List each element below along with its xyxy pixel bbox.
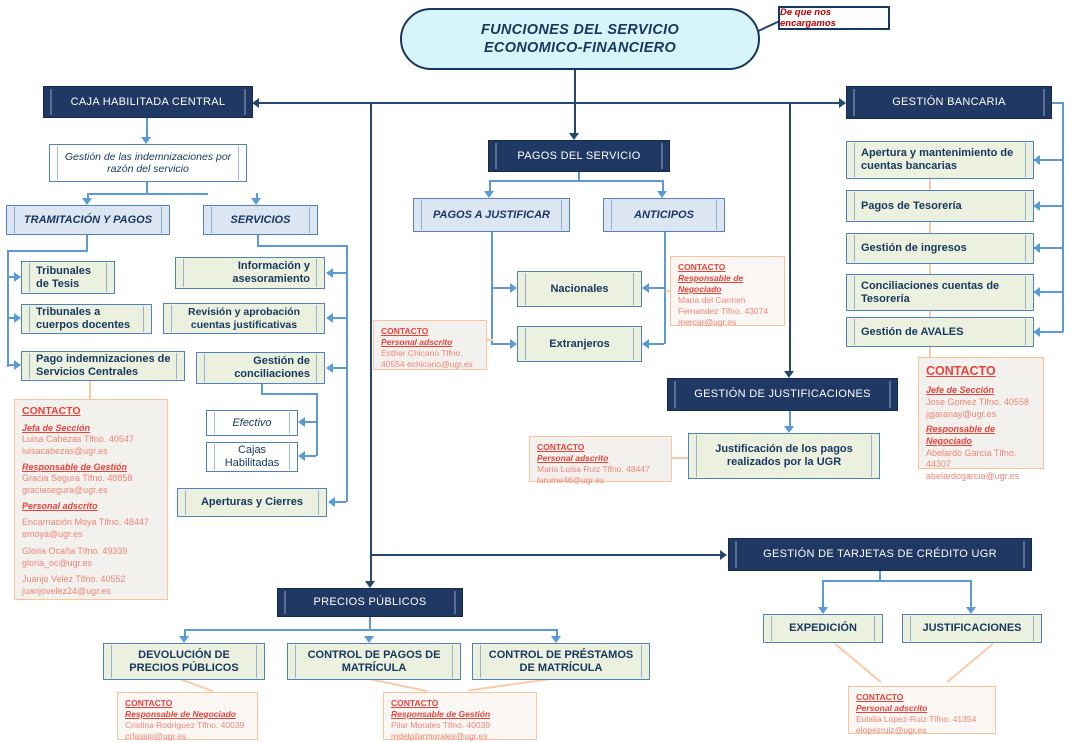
connector-line	[370, 556, 372, 582]
node-gestion-indemnizaciones: Gestión de las indemnizaciones por razón del servicio	[49, 144, 247, 182]
contact-card-cristina	[117, 692, 258, 740]
contact-heading: CONTACTO	[125, 698, 173, 708]
node-extranjeros: Extranjeros	[517, 326, 642, 362]
contact-line: Maria Luisa Ruiz Tlfno. 48447	[537, 464, 650, 475]
leader-line	[487, 339, 493, 341]
contact-line: gloria_oc@ugr.es	[22, 557, 93, 568]
arrowhead	[82, 198, 92, 205]
contact-line: crfassio@ugr.es	[125, 731, 187, 742]
node-gestion-conciliaciones: Gestión de conciliaciones	[196, 352, 325, 384]
connector-line	[86, 235, 88, 251]
connector-line	[649, 287, 664, 289]
contact-line: luisacabezas@ugr.es	[22, 446, 108, 457]
arrowhead	[365, 581, 375, 588]
contact-line: Eulalia Lopez-Ruiz Tlfno. 41354	[856, 714, 977, 725]
connector-line	[305, 455, 316, 457]
arrowhead	[839, 98, 846, 108]
contact-card-esther	[373, 320, 487, 370]
arrowhead	[642, 339, 649, 349]
connector-line	[184, 629, 558, 631]
contact-role: Jefa de Sección	[22, 422, 91, 433]
leader-line	[89, 381, 91, 399]
connector-line	[491, 287, 510, 289]
arrowhead	[14, 272, 21, 282]
contact-line: Luisa Cabezas Tlfno. 40547	[22, 434, 134, 445]
contact-card-bancaria	[918, 357, 1044, 482]
contact-role: Personal adscrito	[22, 500, 98, 511]
node-aperturas-y-cierres: Aperturas y Cierres	[177, 488, 327, 517]
contact-heading: CONTACTO	[537, 442, 585, 452]
node-gestion-tarjetas-credito: GESTIÓN DE TARJETAS DE CRÉDITO UGR	[728, 538, 1032, 571]
connector-line	[1040, 331, 1063, 333]
connector-line	[1040, 159, 1063, 161]
leader-line	[929, 179, 931, 190]
arrowhead	[326, 313, 333, 323]
connector-line	[1062, 102, 1064, 332]
contact-line: Cristina Rodriguez Tlfno. 40039	[125, 720, 245, 731]
connector-line	[664, 232, 666, 344]
node-nacionales: Nacionales	[517, 271, 642, 307]
arrowhead	[179, 636, 189, 643]
contact-role: Personal adscrito	[537, 453, 609, 464]
contact-heading: CONTACTO	[856, 692, 904, 702]
contact-role: Responsable de Negociado	[678, 273, 744, 295]
connector-line	[649, 343, 664, 345]
arrowhead	[14, 360, 21, 370]
connector-line	[305, 421, 316, 423]
connector-line	[1040, 205, 1063, 207]
connector-line	[87, 193, 208, 195]
node-tribunales-de-tesis: Tribunales de Tesis	[21, 261, 115, 294]
connector-line	[489, 180, 664, 182]
callout-note: De que nos encargamos	[778, 6, 890, 30]
arrowhead	[1033, 155, 1040, 165]
connector-line	[789, 411, 791, 427]
arrowhead	[141, 137, 151, 144]
arrowhead	[784, 426, 794, 433]
leader-line	[946, 643, 993, 683]
connector-line	[970, 580, 972, 608]
contact-role: Jefe de Sección	[926, 385, 995, 396]
node-gestion-justificaciones: GESTIÓN DE JUSTIFICACIONES	[667, 378, 898, 411]
contact-line: Abelardo García Tlfno. 44307	[926, 447, 1017, 470]
arrowhead	[818, 607, 828, 614]
title-line1: FUNCIONES DEL SERVICIO	[480, 21, 680, 38]
leader-line	[929, 347, 931, 357]
connector-line	[334, 501, 346, 503]
contact-line: emoya@ugr.es	[22, 529, 83, 540]
node-justificaciones: JUSTIFICACIONES	[902, 614, 1042, 643]
contact-role: Responsable de Gestión	[22, 461, 128, 472]
contact-line: Gracia Segura Tlfno. 48858	[22, 473, 133, 484]
contact-line: mercar@ugr.es	[678, 317, 737, 328]
leader-line	[179, 678, 214, 692]
arrowhead	[657, 191, 667, 198]
node-conciliaciones-cuentas-tesoreria: Conciliaciones cuentas de Tesorería	[846, 274, 1034, 311]
connector-line	[574, 104, 576, 133]
node-tribunales-cuerpos-docentes: Tribunales a cuerpos docentes	[21, 304, 152, 334]
connector-line	[257, 245, 348, 247]
contact-role: Personal adscrito	[381, 337, 453, 348]
connector-line	[372, 554, 720, 556]
arrowhead	[326, 363, 333, 373]
arrowhead	[251, 198, 261, 205]
node-precios-publicos: PRECIOS PÚBLICOS	[277, 588, 463, 617]
connector-line	[370, 104, 372, 556]
node-control-prestamos-matricula: CONTROL DE PRÉSTAMOS DE MATRÍCULA	[472, 643, 650, 680]
node-pagos-a-justificar: PAGOS A JUSTIFICAR	[413, 198, 570, 232]
arrowhead	[328, 497, 335, 507]
node-pagos-tesoreria: Pagos de Tesorería	[846, 190, 1034, 222]
leader-line	[834, 643, 881, 683]
connector-line	[258, 102, 842, 104]
node-devolucion-precios-publicos: DEVOLUCIÓN DE PRECIOS PÚBLICOS	[103, 643, 265, 680]
node-anticipos: ANTICIPOS	[603, 198, 725, 232]
title-line2: ECONOMICO-FINANCIERO	[483, 40, 677, 56]
contact-line: Esther Chicano Tlfno.	[381, 348, 463, 359]
arrowhead	[551, 636, 561, 643]
connector-line	[146, 118, 148, 138]
arrowhead	[510, 339, 517, 349]
contact-role: Responsable de Negociado	[926, 424, 996, 446]
arrowhead	[1033, 243, 1040, 253]
arrowhead	[1033, 287, 1040, 297]
connector-line	[1040, 291, 1063, 293]
arrowhead	[966, 607, 976, 614]
connector-line	[822, 580, 972, 582]
arrowhead	[510, 283, 517, 293]
arrowhead	[326, 268, 333, 278]
contact-line: Jose Gomez Tlfno. 40558	[926, 396, 1029, 407]
leader-line	[468, 678, 547, 691]
connector-line	[789, 104, 791, 371]
contact-line: juanjovelez24@ugr.es	[22, 585, 111, 596]
contact-line: elopezruiz@ugr.es	[856, 725, 927, 736]
node-gestion-avales: Gestión de AVALES	[846, 317, 1034, 347]
connector-line	[489, 180, 491, 191]
node-cajas-habilitadas: Cajas Habilitadas	[206, 442, 298, 472]
connector-line	[333, 272, 346, 274]
connector-line	[333, 317, 346, 319]
contact-line: 40554 echicano@ugr.es	[381, 359, 473, 370]
node-pagos-del-servicio: PAGOS DEL SERVICIO	[488, 140, 670, 172]
connector-line	[7, 250, 9, 367]
node-pago-indemnizaciones-servicios-centrales: Pago indemnizaciones de Servicios Centrales	[21, 351, 185, 381]
contact-line: Juanjo Velez Tlfno. 40552	[22, 574, 126, 585]
leader-line	[672, 457, 688, 459]
connector-line	[491, 343, 510, 345]
arrowhead	[484, 191, 494, 198]
contact-line: Fernandez Tlfno. 43074	[678, 306, 769, 317]
node-informacion-asesoramiento: Información y asesoramiento	[175, 257, 325, 289]
contact-line: mdelpilarmorales@ugr.es	[391, 731, 488, 742]
connector-line	[822, 580, 824, 608]
node-justificacion-pagos-ugr: Justificación de los pagos realizados por la UGR	[688, 433, 880, 479]
node-tramitacion-y-pagos: TRAMITACIÓN Y PAGOS	[6, 205, 170, 235]
leader-line	[929, 264, 931, 274]
arrowhead	[569, 133, 579, 140]
arrowhead	[252, 98, 259, 108]
connector-line	[574, 70, 576, 103]
contact-role: Responsable de Gestión	[391, 709, 491, 720]
node-revision-aprobacion-cuentas: Revisión y aprobación cuentas justificativas	[163, 303, 325, 334]
arrowhead	[298, 451, 305, 461]
contact-card-pilar	[383, 692, 537, 740]
contact-role: Responsable de Negociado	[125, 709, 236, 720]
node-efectivo: Efectivo	[206, 410, 298, 436]
contact-card-carmen	[670, 256, 785, 326]
connector-line	[333, 367, 346, 369]
arrowhead	[298, 417, 305, 427]
node-gestion-bancaria: GESTIÓN BANCARIA	[846, 86, 1052, 119]
arrowhead	[1033, 327, 1040, 337]
node-caja-habilitada-central: CAJA HABILITADA CENTRAL	[43, 86, 253, 118]
contact-role: Personal adscrito	[856, 703, 928, 714]
arrowhead	[642, 283, 649, 293]
arrowhead	[364, 636, 374, 643]
contact-line: Pilar Morales Tlfno. 40039	[391, 720, 491, 731]
contact-line: jgjaranay@ugr.es	[926, 408, 997, 419]
connector-line	[7, 250, 88, 252]
contact-card-caja	[14, 399, 168, 600]
contact-heading: CONTACTO	[381, 326, 429, 336]
contact-line: abelardogarcia@ugr.es	[926, 471, 1020, 482]
contact-heading: CONTACTO	[391, 698, 439, 708]
connector-line	[346, 245, 348, 502]
contact-heading: CONTACTO	[678, 262, 726, 272]
contact-heading: CONTACTO	[22, 405, 81, 417]
connector-line	[316, 393, 318, 456]
arrowhead	[14, 313, 21, 323]
connector-line	[1040, 247, 1063, 249]
node-servicios: SERVICIOS	[203, 205, 318, 235]
arrowhead	[1033, 201, 1040, 211]
contact-card-luisa	[529, 436, 672, 486]
node-gestion-ingresos: Gestión de ingresos	[846, 233, 1034, 264]
contact-line: graciasegura@ugr.es	[22, 485, 108, 496]
contact-line: Gloria Ocaña Tlfno. 49339	[22, 545, 128, 556]
contact-card-eulalia	[848, 686, 996, 734]
connector-line	[662, 180, 664, 191]
diagram-title	[400, 8, 760, 70]
contact-heading: CONTACTO	[926, 364, 996, 378]
arrowhead	[720, 550, 727, 560]
contact-line: lurume46@ugr.es	[537, 475, 605, 486]
node-control-pagos-matricula: CONTROL DE PAGOS DE MATRÍCULA	[287, 643, 461, 680]
node-apertura-cuentas-bancarias: Apertura y mantenimiento de cuentas bancarias	[846, 141, 1034, 179]
node-expedicion: EXPEDICIÓN	[763, 614, 883, 643]
contact-line: Maria del Carmen	[678, 295, 746, 306]
connector-line	[261, 393, 318, 395]
leader-line	[929, 222, 931, 233]
contact-line: Encarnación Moya Tlfno. 48447	[22, 517, 149, 528]
arrowhead	[784, 371, 794, 378]
